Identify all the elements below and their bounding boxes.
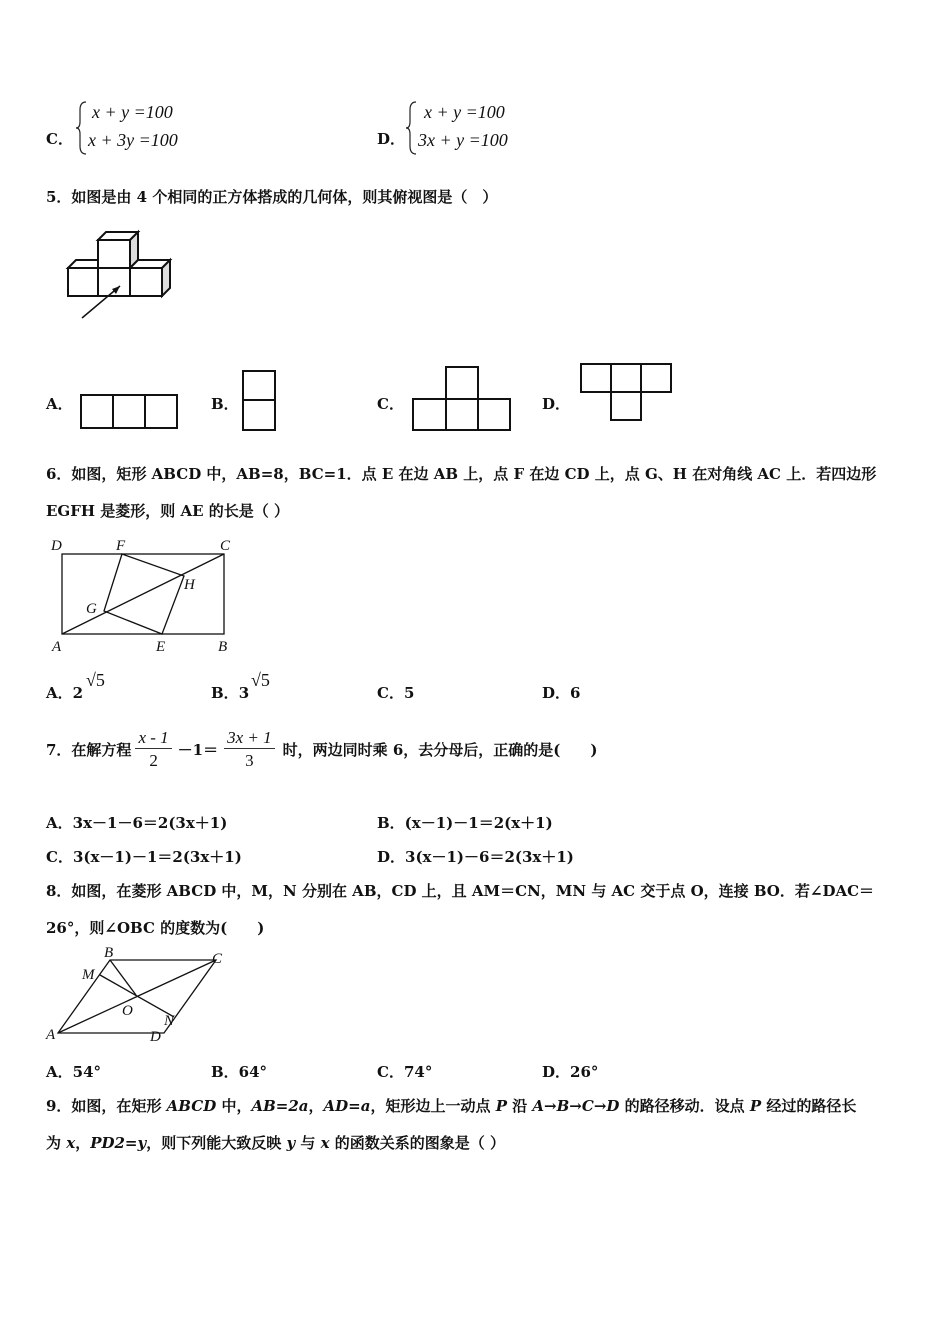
question-8-stem-line1: 8．如图，在菱形 ABCD 中，M，N 分别在 AB，CD 上，且 AM＝CN，MN 与 AC 交于点 O，连接 BO．若∠DAC＝ (46, 882, 875, 900)
question-9-stem-line2: 为 x，PD2=y，则下列能大致反映 y 与 x 的函数关系的图象是（ ） (46, 1134, 506, 1152)
label-c: C (212, 951, 223, 967)
equation-line: x + y =100 (92, 102, 173, 122)
equation-line: 3x + y =100 (418, 130, 508, 150)
label-a: A (52, 639, 62, 655)
fraction-1: $\frac{x - 1}{2}$ (135, 728, 171, 771)
option-d-label[interactable]: D． (542, 395, 571, 413)
question-5-stem: 5．如图是由 4 个相同的正方体搭成的几何体，则其俯视图是（ ） (46, 188, 498, 206)
option-d[interactable]: D．26° (542, 1063, 599, 1081)
option-c[interactable]: C．3(x－1)－1＝2(3x＋1) (46, 848, 242, 866)
question-8-stem-line2: 26°，则∠OBC 的度数为( ) (46, 919, 265, 937)
option-d[interactable]: D．3(x－1)－6＝2(3x＋1) (377, 848, 574, 866)
option-label: D． (377, 130, 406, 148)
label-b: B (104, 945, 114, 961)
option-c[interactable]: C．5 (377, 684, 415, 702)
option-b[interactable]: B．(x－1)－1＝2(x＋1) (377, 814, 553, 832)
option-b[interactable]: B．3 (211, 684, 250, 702)
option-b[interactable]: B．64° (211, 1063, 268, 1081)
option-a[interactable]: A．54° (46, 1063, 102, 1081)
option-d[interactable]: D．6 (542, 684, 581, 702)
label-m: M (82, 967, 95, 983)
question-6-stem-line1: 6．如图，矩形 ABCD 中，AB=8，BC=1．点 E 在边 AB 上，点 F 在边 CD 上，点 G、H 在对角线 AC 上．若四边形 (46, 465, 877, 483)
label-b: B (218, 639, 228, 655)
option-b-figure (242, 370, 276, 432)
option-label: C． (46, 130, 73, 148)
option-c[interactable]: C．74° (377, 1063, 433, 1081)
equation-line: x + 3y =100 (88, 130, 178, 150)
label-e: E (156, 639, 166, 655)
fraction-2: $\frac{3x + 1}{3}$ (224, 728, 275, 771)
rectangle-rhombus-figure (48, 535, 248, 655)
option-c-label[interactable]: C． (377, 395, 404, 413)
option-a-figure (80, 394, 178, 430)
question-9-stem-line1: 9．如图，在矩形 ABCD 中，AB=2a，AD=a，矩形边上一动点 P 沿 A→B→C→D 的路径移动．设点 P 经过的路径长 (46, 1097, 857, 1115)
question-7-stem: 7．在解方程 $\frac{x - 1}{2}$ －1＝ $\frac{3x + 1}{3}$ 时，两边同时乘 6，去分母后，正确的是( ) (46, 728, 598, 770)
label-n: N (164, 1013, 175, 1029)
radical-sqrt5: √5 (251, 670, 270, 690)
equation-line: x + y =100 (424, 102, 505, 122)
option-a[interactable]: A．2 (46, 684, 84, 702)
radical-sqrt5: √5 (86, 670, 105, 690)
label-d: D (51, 538, 62, 554)
label-d: D (150, 1029, 161, 1045)
label-o: O (122, 1003, 133, 1019)
label-a: A (46, 1027, 56, 1043)
cube-solid-figure (60, 228, 200, 338)
option-a[interactable]: A．3x－1－6＝2(3x＋1) (46, 814, 228, 832)
rhombus-figure (44, 945, 234, 1045)
option-b-label[interactable]: B． (211, 395, 239, 413)
label-h: H (184, 577, 195, 593)
label-f: F (116, 538, 126, 554)
option-c-figure (412, 366, 512, 432)
option-d-figure (580, 363, 674, 423)
label-g: G (86, 601, 97, 617)
question-6-stem-line2: EGFH 是菱形，则 AE 的长是（ ） (46, 502, 290, 520)
label-c: C (220, 538, 231, 554)
option-a-label[interactable]: A． (46, 395, 73, 413)
